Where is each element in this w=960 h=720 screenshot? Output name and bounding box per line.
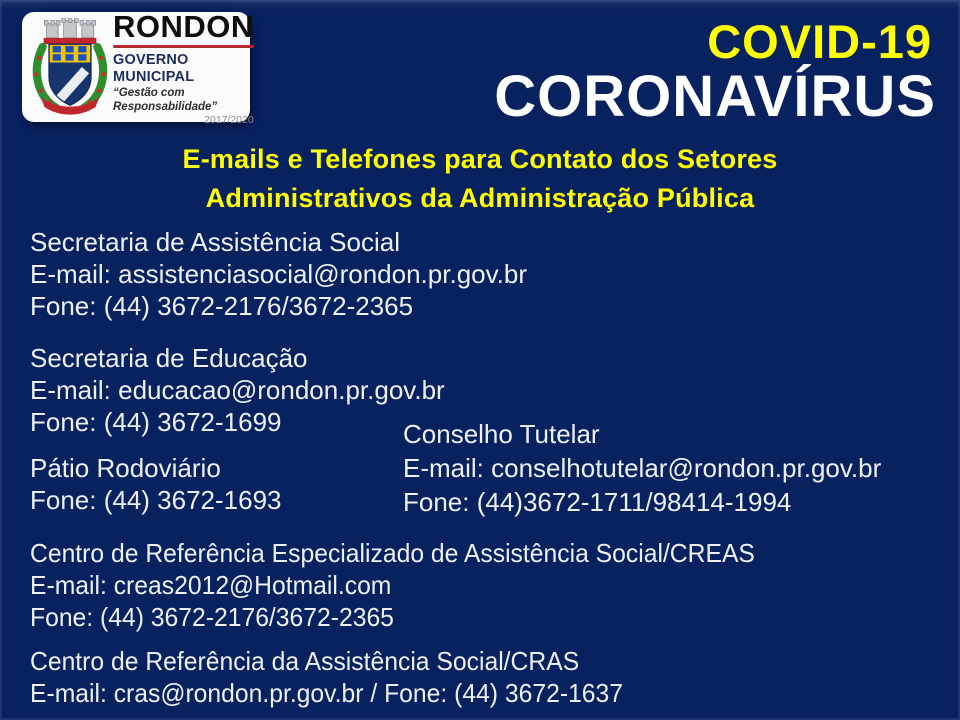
contact-section-conselho-tutelar <box>403 417 881 519</box>
page-subtitle <box>0 140 960 218</box>
section-email: E-mail: conselhotutelar@rondon.pr.gov.br <box>403 453 882 483</box>
contact-section-educacao <box>30 342 445 438</box>
section-phone: Fone: (44)3672-1711/98414-1994 <box>403 487 792 517</box>
contact-section-assistencia-social <box>30 226 527 322</box>
logo-city-name: RONDON <box>113 9 254 45</box>
section-title: Centro de Referência Especializado de Assistência Social/CREAS <box>30 538 755 568</box>
section-phone: Fone: (44) 3672-1693 <box>30 485 282 515</box>
contact-section-patio-rodoviario <box>30 452 282 516</box>
logo-term-years: 2017/2020 <box>204 114 254 127</box>
contact-section-creas <box>30 537 755 633</box>
rondon-coat-of-arms-icon <box>29 18 111 116</box>
municipal-logo-card <box>22 9 254 127</box>
subtitle-line-1: E-mails e Telefones para Contato dos Setores <box>182 144 778 174</box>
section-email-phone: E-mail: cras@rondon.pr.gov.br / Fone: (44) 3672-1637 <box>30 678 624 708</box>
logo-government-label: GOVERNO MUNICIPAL <box>113 52 195 85</box>
section-phone: Fone: (44) 3672-2176/3672-2365 <box>30 602 394 632</box>
subtitle-line-2: Administrativos da Administração Pública <box>205 183 755 213</box>
section-title: Conselho Tutelar <box>403 419 600 449</box>
logo-slogan: “Gestão com Responsabilidade” <box>113 86 218 113</box>
section-title: Secretaria de Educação <box>30 343 308 373</box>
section-phone: Fone: (44) 3672-2176/3672-2365 <box>30 291 414 321</box>
contact-section-cras <box>30 645 623 709</box>
logo-red-divider <box>113 45 254 48</box>
coronavirus-title: CORONAVÍRUS <box>494 64 936 129</box>
section-email: E-mail: educacao@rondon.pr.gov.br <box>30 375 445 405</box>
logo-text-block <box>111 3 264 131</box>
section-phone: Fone: (44) 3672-1699 <box>30 407 282 437</box>
section-email: E-mail: assistenciasocial@rondon.pr.gov.br <box>30 259 528 289</box>
section-title: Pátio Rodoviário <box>30 453 221 483</box>
section-email: E-mail: creas2012@Hotmail.com <box>30 570 392 600</box>
section-title: Secretaria de Assistência Social <box>30 227 400 257</box>
covid19-title: COVID-19 <box>707 15 932 68</box>
section-title: Centro de Referência da Assistência Social/CRAS <box>30 646 580 676</box>
